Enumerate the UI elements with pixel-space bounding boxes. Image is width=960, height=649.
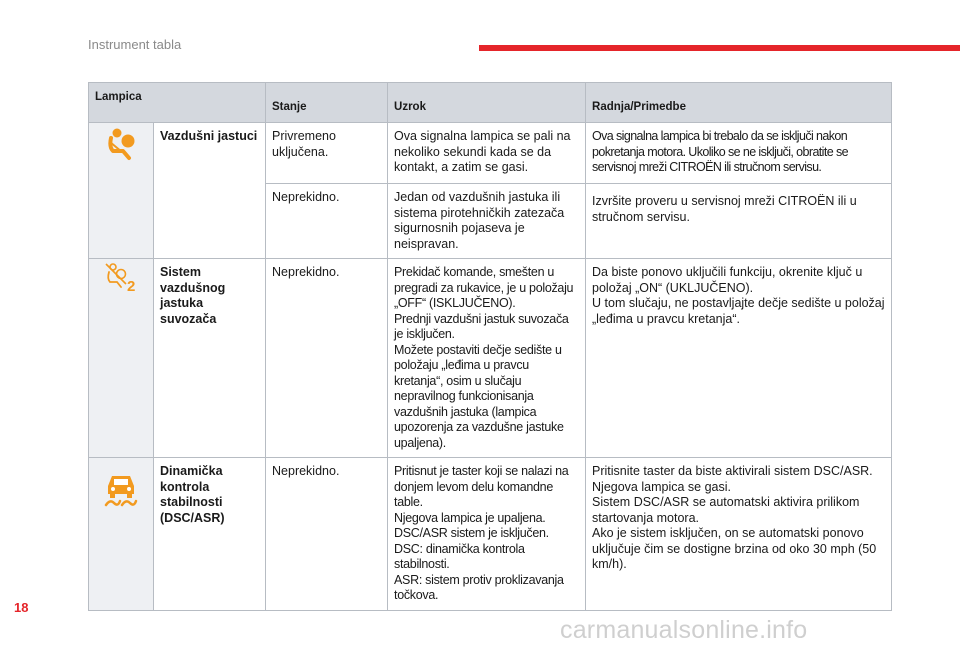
column-header-state: Stanje [266,83,388,123]
cause-cell [388,458,586,611]
action-cell [586,259,892,458]
page-number: 18 [14,600,29,615]
cause-line: Pritisnut je taster koji se nalazi na donjem levom delu komandne table. [394,464,569,509]
column-header-action: Radnja/Primedbe [586,83,892,123]
table-row [89,458,892,611]
state-cell: Neprekidno. [266,259,388,458]
action-cell: Ova signalna lampica bi trebalo da se isključi nakon pokretanja motora. Ukoliko se ne isključi, obratite se servisnoj mreži CITROËN ili stručnom servisu. [586,123,892,184]
lamp-name: Sistem vazdušnog jastuka suvozača [154,259,266,458]
action-line: Ako je sistem isključen, on se automatski ponovo uključuje čim se dostigne brzina od oko 30 mph (50 km/h). [592,526,877,571]
cause-line: DSC/ASR sistem je isključen. [394,526,549,540]
state-cell: Neprekidno. [266,458,388,611]
column-header-lamp: Lampica [89,83,266,123]
action-line: U tom slučaju, ne postavljajte dečje sedište u položaj „leđima u pravcu kretanja“. [592,296,885,326]
action-line: Njegova lampica se gasi. [592,479,731,494]
cause-cell: Ova signalna lampica se pali na nekoliko sekundi kada se da kontakt, a zatim se gasi. [388,123,586,184]
state-cell: Neprekidno. [266,184,388,259]
table-row [89,123,892,184]
section-title: Instrument tabla [88,37,182,52]
state-cell: Privremeno uključena. [266,123,388,184]
passenger-airbag-off-icon [95,263,147,293]
table-row [89,259,892,458]
lamp-icon-cell [89,123,154,259]
lamp-name: Dinamička kontrola stabilnosti (DSC/ASR) [154,458,266,611]
cause-line: Možete postaviti dečje sedište u položaju „leđima u pravcu kretanja“, osim u slučaju nepravilnog funkcionisanja vazdušnih jastuka (lampica upozorenja za vazdušne jastuke upaljena). [394,342,564,450]
action-line: Da biste ponovo uključili funkciju, okrenite ključ u položaj „ON“ (UKLJUČENO). [592,265,863,295]
table-header-row [89,83,892,123]
dsc-asr-off-icon [95,472,147,508]
airbag-warning-icon [95,127,147,161]
watermark: carmanualsonline.info [560,616,808,644]
action-cell: Izvršite proveru u servisnoj mreži CITROËN ili u stručnom servisu. [586,184,892,259]
cause-line: Njegova lampica je upaljena. [394,510,546,525]
cause-line: ASR: sistem protiv proklizavanja točkova. [394,572,564,602]
action-line: Pritisnite taster da biste aktivirali sistem DSC/ASR. [592,464,873,478]
svg-text:2: 2 [127,278,136,293]
warning-lamp-table [88,82,892,611]
header-accent-bar [479,45,960,51]
action-line: Sistem DSC/ASR se automatski aktivira prilikom startovanja motora. [592,495,860,525]
cause-line: Prednji vazdušni jastuk suvozača je isključen. [394,311,569,341]
cause-line: Prekidač komande, smešten u pregradi za rukavice, je u položaju „OFF“ (ISKLJUČENO). [394,265,574,310]
column-header-cause: Uzrok [388,83,586,123]
action-cell [586,458,892,611]
cause-cell [388,259,586,458]
cause-line: DSC: dinamička kontrola stabilnosti. [394,541,525,571]
lamp-name: Vazdušni jastuci [154,123,266,259]
cause-cell: Jedan od vazdušnih jastuka ili sistema pirotehničkih zatezača sigurnosnih pojaseva je neispravan. [388,184,586,259]
lamp-icon-cell [89,458,154,611]
lamp-icon-cell [89,259,154,458]
